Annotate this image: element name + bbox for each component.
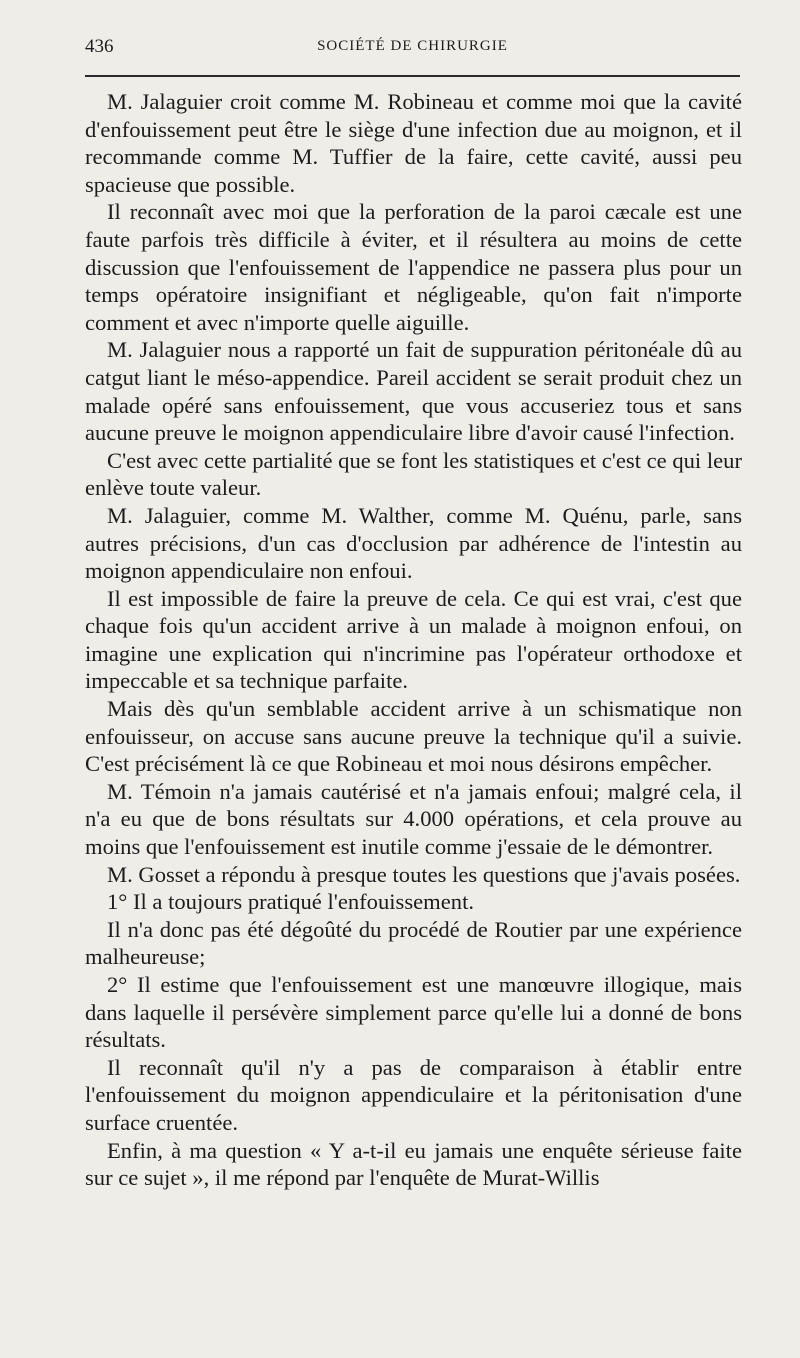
paragraph: M. Jalaguier, comme M. Walther, comme M. Quénu, parle, sans autres précisions, d'un cas d'occlusion par adhérence de l'intestin au moignon appendiculaire non enfoui. [85,502,742,584]
paragraph: M. Témoin n'a jamais cautérisé et n'a jamais enfoui; malgré cela, il n'a eu que de bons résultats sur 4.000 opérations, et cela prouve au moins que l'enfouissement est inutile comme j'essaie de le démontrer. [85,778,742,860]
paragraph: M. Jalaguier nous a rapporté un fait de suppuration péritonéale dû au catgut liant le méso-appendice. Pareil accident se serait produit chez un malade opéré sans enfouissement, que vous accuseriez tous et sans aucune preuve le moignon appendiculaire libre d'avoir causé l'infection. [85,337,742,446]
paragraph: C'est avec cette partialité que se font les statistiques et c'est ce qui leur enlève toute valeur. [85,447,742,501]
body-text [85,88,742,1192]
paragraph: 2° Il estime que l'enfouissement est une manœuvre illogique, mais dans laquelle il persévère simplement parce qu'elle lui a donné de bons résultats. [85,972,742,1053]
page-number: 436 [85,36,114,57]
paragraph: 1° Il a toujours pratiqué l'enfouissement. [107,889,474,915]
paragraph: M. Gosset a répondu à presque toutes les questions que j'avais posées. [107,861,741,887]
paragraph: Il n'a donc pas été dégoûté du procédé de Routier par une expérience malheureuse; [85,916,742,970]
paragraph: Mais dès qu'un semblable accident arrive à un schismatique non enfouisseur, on accuse sans aucune preuve la technique qu'il a suivie. C'est précisément là ce que Robineau et moi nous désirons empêcher. [85,696,742,777]
paragraph: M. Jalaguier croit comme M. Robineau et comme moi que la cavité d'enfouissement peut être le siège d'une infection due au moignon, et il recommande comme M. Tuffier de la faire, cette cavité, aussi peu spacieuse que possible. [85,89,742,197]
header-rule [85,75,740,77]
running-head: SOCIÉTÉ DE CHIRURGIE [317,38,508,54]
paragraph: Il reconnaît qu'il n'y a pas de comparaison à établir entre l'enfouissement du moignon appendiculaire et la péritonisation d'une surface cruentée. [85,1054,742,1135]
paragraph: Enfin, à ma question « Y a-t-il eu jamais une enquête sérieuse faite sur ce sujet », il me répond par l'enquête de Murat-Willis [85,1137,742,1191]
page-header [85,36,740,62]
paragraph: Il est impossible de faire la preuve de cela. Ce qui est vrai, c'est que chaque fois qu'un accident arrive à un malade à moignon enfoui, on imagine une explication qui n'incrimine pas l'opérateur orthodoxe et impeccable et sa technique parfaite. [85,585,742,694]
paragraph: Il reconnaît avec moi que la perforation de la paroi cæcale est une faute parfois très difficile à éviter, et il résultera au moins de cette discussion que l'enfouissement de l'appendice ne passera plus pour un temps opératoire insignifiant et négligeable, qu'on fait n'importe comment et avec n'importe quelle aiguille. [85,199,742,335]
